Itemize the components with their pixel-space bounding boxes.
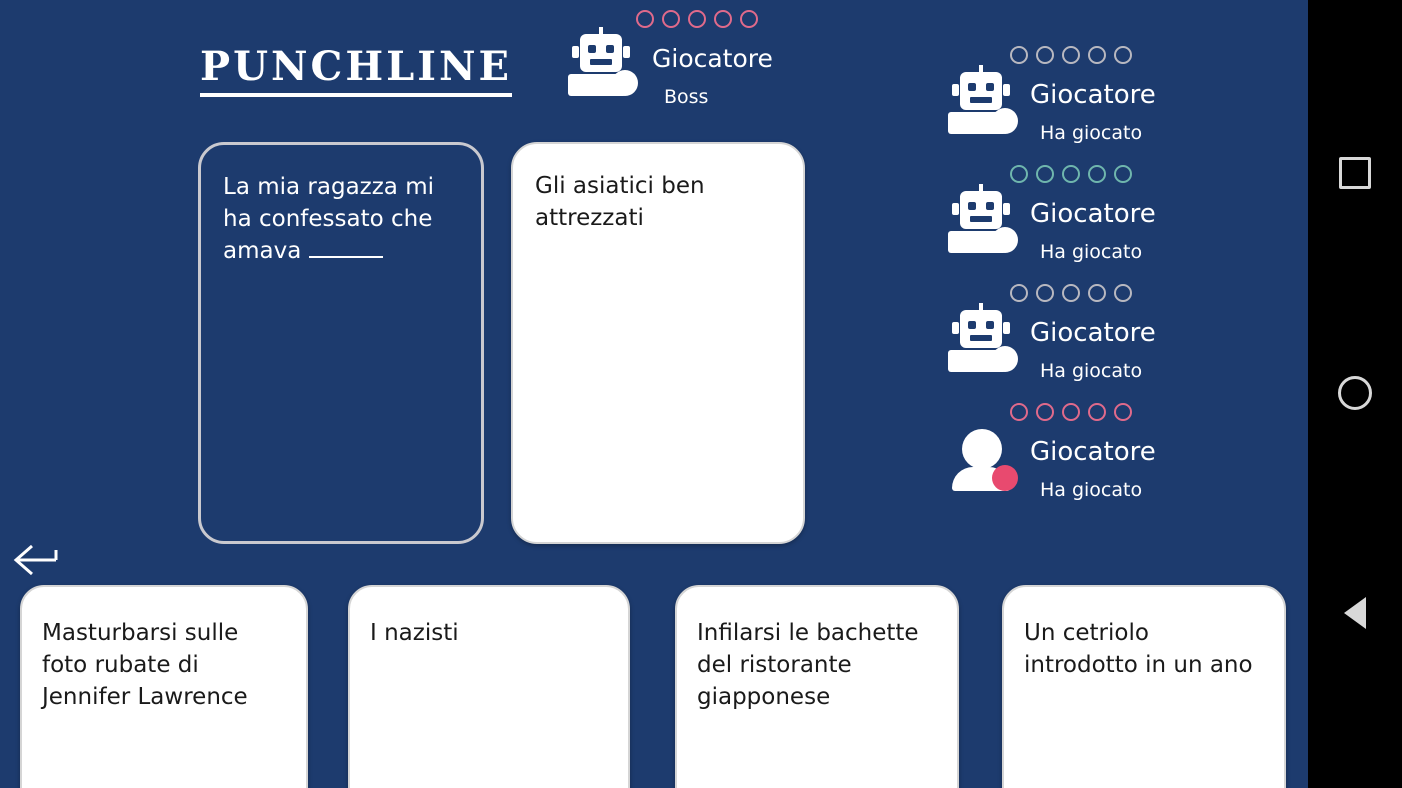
player-status: Ha giocato xyxy=(1040,479,1143,501)
score-dot xyxy=(1010,165,1028,183)
score-dot xyxy=(1010,46,1028,64)
player-row[interactable] xyxy=(940,42,1300,161)
player-name: Giocatore xyxy=(1030,199,1156,229)
ear-icon xyxy=(623,46,630,58)
hand-card-text: Masturbarsi sulle foto rubate di Jennifer Lawrence xyxy=(42,620,248,710)
robot-avatar-icon xyxy=(948,191,1024,253)
boss-role: Boss xyxy=(664,86,709,108)
circle-icon xyxy=(1338,376,1372,410)
played-answer-text: Gli asiatici ben attrezzati xyxy=(535,173,705,231)
eye-icon xyxy=(968,202,976,210)
mouth-icon xyxy=(590,59,612,65)
score-dot xyxy=(662,10,680,28)
player-score-dots xyxy=(1010,46,1132,64)
player-row[interactable] xyxy=(940,161,1300,280)
head-icon xyxy=(960,310,1002,348)
mouth-icon xyxy=(970,97,992,103)
hand-card-text: Infilarsi le bachette del ristorante giapponese xyxy=(697,620,919,710)
eye-icon xyxy=(986,321,994,329)
score-dot xyxy=(1010,403,1028,421)
boss-score-dots xyxy=(636,10,758,28)
avatar-badge-icon xyxy=(612,70,638,96)
score-dot xyxy=(1114,165,1132,183)
square-icon xyxy=(1339,157,1371,189)
player-list xyxy=(940,42,1300,518)
eye-icon xyxy=(986,202,994,210)
hand-card[interactable] xyxy=(1002,585,1286,788)
eye-icon xyxy=(986,83,994,91)
score-dot xyxy=(1088,284,1106,302)
eye-icon xyxy=(968,321,976,329)
eye-icon xyxy=(588,45,596,53)
prompt-blank xyxy=(309,236,383,258)
ear-icon xyxy=(952,203,959,215)
head-icon xyxy=(580,34,622,72)
score-dot xyxy=(636,10,654,28)
player-row[interactable] xyxy=(940,280,1300,399)
avatar-badge-icon xyxy=(992,108,1018,134)
prompt-card-text: La mia ragazza mi ha confessato che amava xyxy=(223,174,435,264)
hand-card[interactable] xyxy=(675,585,959,788)
robot-avatar-icon xyxy=(568,34,644,96)
game-logo: PUNCHLINE xyxy=(200,45,512,97)
score-dot xyxy=(688,10,706,28)
head-icon xyxy=(960,72,1002,110)
hand-card-text: I nazisti xyxy=(370,620,459,646)
score-dot xyxy=(1062,284,1080,302)
score-dot xyxy=(1036,46,1054,64)
hand-card-text: Un cetriolo introdotto in un ano xyxy=(1024,620,1253,678)
triangle-back-icon xyxy=(1344,597,1366,629)
person-avatar-icon xyxy=(948,429,1024,491)
ear-icon xyxy=(952,322,959,334)
boss-player-block[interactable] xyxy=(568,6,868,118)
score-dot xyxy=(1036,165,1054,183)
eye-icon xyxy=(606,45,614,53)
player-status: Ha giocato xyxy=(1040,241,1143,263)
player-score-dots xyxy=(1010,165,1132,183)
player-name: Giocatore xyxy=(1030,318,1156,348)
home-button[interactable] xyxy=(1308,346,1402,440)
score-dot xyxy=(1062,46,1080,64)
score-dot xyxy=(1114,46,1132,64)
played-answer-card[interactable] xyxy=(511,142,805,544)
mouth-icon xyxy=(970,216,992,222)
robot-avatar-icon xyxy=(948,310,1024,372)
hand-card[interactable] xyxy=(20,585,308,788)
eye-icon xyxy=(968,83,976,91)
player-status: Ha giocato xyxy=(1040,360,1143,382)
hand-card[interactable] xyxy=(348,585,630,788)
player-score-dots xyxy=(1010,403,1132,421)
avatar-badge-icon xyxy=(992,227,1018,253)
avatar-badge-icon xyxy=(992,465,1018,491)
robot-avatar-icon xyxy=(948,72,1024,134)
score-dot xyxy=(1088,403,1106,421)
ear-icon xyxy=(1003,84,1010,96)
avatar-badge-icon xyxy=(992,346,1018,372)
ear-icon xyxy=(952,84,959,96)
mouth-icon xyxy=(970,335,992,341)
score-dot xyxy=(1114,284,1132,302)
score-dot xyxy=(1062,403,1080,421)
back-arrow-icon[interactable] xyxy=(10,538,60,582)
ear-icon xyxy=(1003,203,1010,215)
back-button[interactable] xyxy=(1308,566,1402,660)
head-icon xyxy=(962,429,1002,469)
android-navigation-bar xyxy=(1308,0,1402,788)
score-dot xyxy=(1114,403,1132,421)
score-dot xyxy=(1036,403,1054,421)
recent-apps-button[interactable] xyxy=(1308,126,1402,220)
player-hand xyxy=(0,585,1308,788)
score-dot xyxy=(1088,46,1106,64)
score-dot xyxy=(1088,165,1106,183)
score-dot xyxy=(1062,165,1080,183)
ear-icon xyxy=(1003,322,1010,334)
player-score-dots xyxy=(1010,284,1132,302)
score-dot xyxy=(1010,284,1028,302)
boss-name: Giocatore xyxy=(652,44,773,73)
head-icon xyxy=(960,191,1002,229)
player-name: Giocatore xyxy=(1030,80,1156,110)
score-dot xyxy=(740,10,758,28)
player-row[interactable] xyxy=(940,399,1300,518)
ear-icon xyxy=(572,46,579,58)
score-dot xyxy=(1036,284,1054,302)
player-status: Ha giocato xyxy=(1040,122,1143,144)
score-dot xyxy=(714,10,732,28)
prompt-card xyxy=(198,142,484,544)
player-name: Giocatore xyxy=(1030,437,1156,467)
